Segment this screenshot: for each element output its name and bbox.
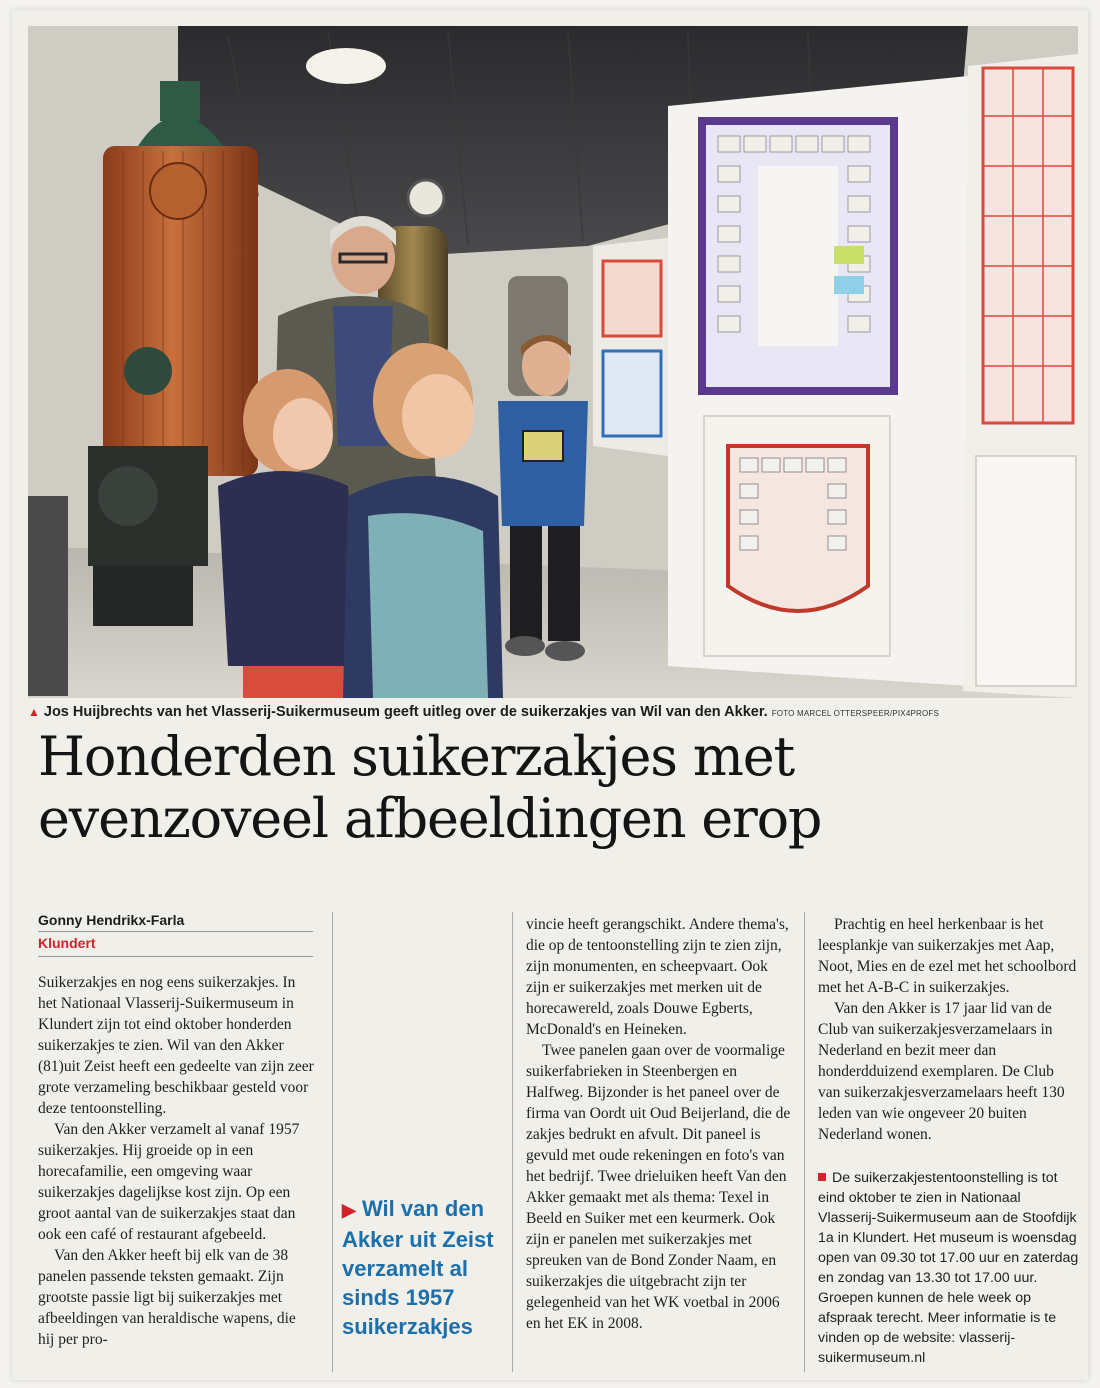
pull-quote bbox=[342, 1194, 502, 1341]
article-column-4 bbox=[818, 914, 1080, 1145]
newspaper-page bbox=[12, 10, 1088, 1380]
article-paragraph: Van den Akker is 17 jaar lid van de Club van suikerzakjesverzamelaars in Nederland en bezit meer dan honderdduizend exemplaren. De Club van suikerzakjesverzamelaars heeft 130 leden van wie ongeveer 20 buiten Nederland wonen. bbox=[818, 1000, 1065, 1143]
headline-line-1: Honderden suikerzakjes met bbox=[38, 725, 795, 788]
caption-triangle-icon: ▲ bbox=[28, 705, 40, 719]
byline bbox=[38, 912, 313, 957]
column-divider bbox=[332, 912, 333, 1372]
museum-scene-illustration bbox=[28, 26, 1078, 698]
article-column-1 bbox=[38, 972, 316, 1350]
column-divider bbox=[512, 912, 513, 1372]
article-column-3 bbox=[526, 914, 792, 1334]
article-paragraph: Suikerzakjes en nog eens suikerzakjes. In het Nationaal Vlasserij-Suikermuseum in Klundert zijn tot eind oktober honderden suikerzakjes te zien. Wil van den Akker (81)uit Zeist heeft een gedeelte van zijn zeer grote verzameling beschikbaar gesteld voor deze tentoonstelling. bbox=[38, 974, 314, 1117]
column-divider bbox=[804, 912, 805, 1372]
headline bbox=[38, 726, 1038, 850]
info-text: De suikerzakjestentoonstelling is tot eind oktober te zien in Nationaal Vlasserij-Suikermuseum aan de Stoofdijk 1a in Klundert. Het museum is woensdag open van 09.30 tot 17.00 uur en zaterdag en zondag van 13.30 tot 17.00 uur. Groepen kunnen de hele week op afspraak terecht. Meer informatie is te vinden op de website: vlasserij-suikermuseum.nl bbox=[818, 1170, 1079, 1366]
article-paragraph: vincie heeft gerangschikt. Andere thema's, die op de tentoonstelling zijn te zien zijn, zijn monumenten, en scheepvaart. Ook zijn er suikerzakjes met merken uit de horecawereld, zoals Douwe Egberts, McDonald's en Heineken. bbox=[526, 916, 789, 1038]
article-paragraph: Twee panelen gaan over de voormalige suikerfabrieken in Steenbergen en Halfweg. Bijzonder is het paneel over de firma van Oordt uit Oud Beijerland, die de zakjes bedrukt en afvult. Dit paneel is gevuld met oude rekeningen en foto's van het bedrijf. Twee drieluiken heeft Van den Akker gemaakt met als thema: Texel in Beeld en Suiker met een keurmerk. Ook zijn er panelen met suikerzakjes met spreuken van de Bond Zonder Naam, en suikerzakjes die uitgebracht zijn ter gelegenheid van het WK voetbal in 2006 en het EK in 2008. bbox=[526, 1042, 791, 1332]
pull-quote-arrow-icon: ▶ bbox=[342, 1200, 356, 1220]
article-paragraph: Prachtig en heel herkenbaar is het leesplankje van suikerzakjes met Aap, Noot, Mies en de ezel met het schoolbord met het A-B-C in suikerzakjes. bbox=[818, 916, 1077, 996]
author-name: Gonny Hendrikx-Farla bbox=[38, 912, 313, 932]
article-paragraph: Van den Akker heeft bij elk van de 38 panelen passende teksten gemaakt. Zijn grootste passie ligt bij suikerzakjes met afbeeldingen van heraldische wapens, die hij per pro- bbox=[38, 1247, 296, 1348]
article-photo bbox=[28, 26, 1078, 698]
dateline-place: Klundert bbox=[38, 932, 313, 957]
pull-quote-text: Wil van den Akker uit Zeist verzamelt al sinds 1957 suikerzakjes bbox=[342, 1196, 494, 1339]
info-bullet-icon bbox=[818, 1173, 826, 1181]
article-paragraph: Van den Akker verzamelt al vanaf 1957 suikerzakjes. Hij groeide op in een horecafamilie, een omgeving waar suikerzakjes dagelijkse kost zijn. Op een groot aantal van de suikerzakjes staat dan ook een café of restaurant afgebeeld. bbox=[38, 1121, 300, 1243]
caption-text: Jos Huijbrechts van het Vlasserij-Suikermuseum geeft uitleg over de suikerzakjes van Wil van den Akker. bbox=[43, 704, 768, 720]
photo-caption bbox=[28, 701, 1078, 723]
photo-credit: FOTO MARCEL OTTERSPEER/PIX4PROFS bbox=[771, 709, 940, 718]
info-box bbox=[818, 1168, 1080, 1368]
headline-line-2: evenzoveel afbeeldingen erop bbox=[38, 787, 822, 850]
